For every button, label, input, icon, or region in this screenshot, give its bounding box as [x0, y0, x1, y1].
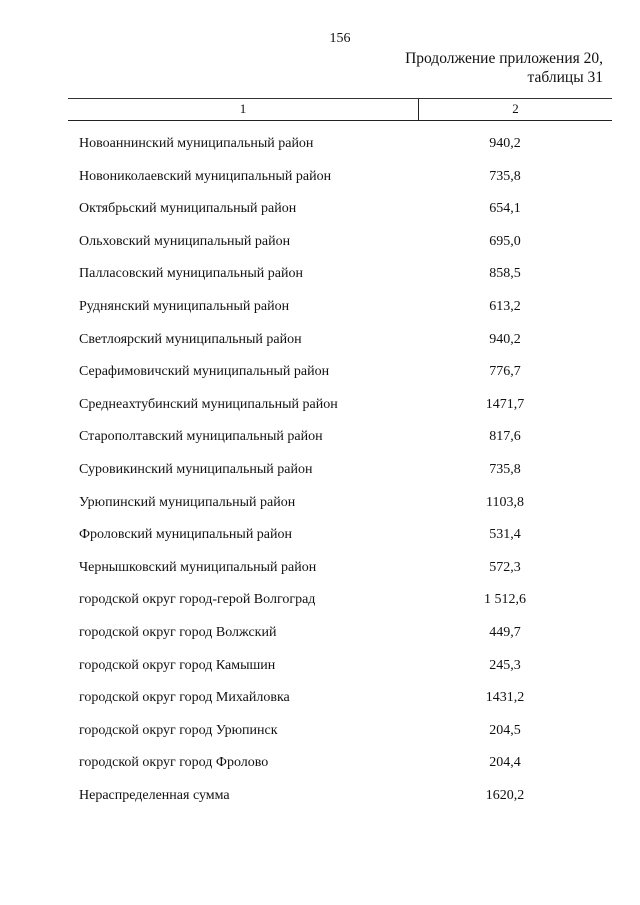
table-heading — [405, 49, 603, 87]
row-value: 1431,2 — [485, 690, 525, 706]
table-row — [0, 682, 640, 715]
row-value: 940,2 — [489, 331, 521, 347]
row-value: 572,3 — [489, 559, 521, 575]
heading-line-2: таблицы 31 — [527, 69, 603, 86]
table-row — [0, 291, 640, 324]
table-row — [0, 650, 640, 683]
row-value: 695,0 — [489, 233, 521, 249]
table-body — [0, 128, 640, 812]
table-row — [0, 324, 640, 357]
row-name: городской округ город Волжский — [79, 624, 277, 640]
table-row — [0, 454, 640, 487]
table-row — [0, 519, 640, 552]
row-name: Фроловский муниципальный район — [79, 527, 293, 543]
row-name: Среднеахтубинский муниципальный район — [79, 396, 338, 412]
table-row — [0, 356, 640, 389]
table-row — [0, 389, 640, 422]
row-name: городской округ город Камышин — [79, 657, 276, 673]
table-row — [0, 780, 640, 813]
row-name: городской округ город-герой Волгоград — [79, 592, 316, 608]
table-row — [0, 617, 640, 650]
table-row — [0, 258, 640, 291]
table-row — [0, 226, 640, 259]
table-row — [0, 584, 640, 617]
table-row — [0, 487, 640, 520]
row-value: 858,5 — [489, 266, 521, 282]
row-value: 1 512,6 — [484, 592, 526, 608]
row-value: 776,7 — [489, 364, 521, 380]
row-name: городской округ город Урюпинск — [79, 722, 278, 738]
row-name: Новоаннинский муниципальный район — [79, 136, 314, 151]
row-value: 204,4 — [489, 755, 521, 771]
table-row — [0, 715, 640, 748]
row-value: 1471,7 — [485, 396, 525, 412]
row-name: городской округ город Михайловка — [79, 690, 290, 706]
column-header-2: 2 — [512, 101, 519, 116]
row-name: Палласовский муниципальный район — [79, 266, 303, 282]
row-value: 654,1 — [489, 201, 521, 217]
row-value: 1103,8 — [486, 494, 524, 510]
table-row — [0, 161, 640, 194]
row-value: 245,3 — [489, 657, 521, 673]
table-row — [0, 128, 640, 161]
row-value: 735,8 — [489, 461, 521, 477]
table-row — [0, 747, 640, 780]
table-row — [0, 552, 640, 585]
row-value: 204,5 — [489, 722, 521, 738]
page-number: 156 — [329, 31, 351, 46]
table-row — [0, 193, 640, 226]
row-value: 817,6 — [489, 429, 521, 445]
row-name: Суровикинский муниципальный район — [79, 461, 313, 477]
row-name: Новониколаевский муниципальный район — [79, 168, 332, 184]
row-value: 613,2 — [489, 298, 521, 314]
row-name: Урюпинский муниципальный район — [79, 494, 296, 510]
row-name: Чернышковский муниципальный район — [79, 559, 317, 575]
row-value: 735,8 — [489, 168, 521, 184]
column-header-1: 1 — [68, 99, 419, 120]
row-value: 449,7 — [489, 624, 521, 640]
row-name: Октябрьский муниципальный район — [79, 201, 297, 217]
heading-line-1: Продолжение приложения 20, — [405, 50, 603, 67]
row-name: Нераспределенная сумма — [79, 787, 230, 803]
row-name: Светлоярский муниципальный район — [79, 331, 302, 347]
row-name: Старополтавский муниципальный район — [79, 429, 323, 445]
row-value: 940,2 — [489, 136, 521, 151]
table-column-header — [68, 98, 612, 121]
row-name: Руднянский муниципальный район — [79, 298, 290, 314]
row-name: Серафимовичский муниципальный район — [79, 364, 330, 380]
row-value: 531,4 — [489, 527, 521, 543]
row-value: 1620,2 — [485, 787, 525, 803]
table-row — [0, 421, 640, 454]
row-name: Ольховский муниципальный район — [79, 233, 291, 249]
row-name: городской округ город Фролово — [79, 755, 269, 771]
